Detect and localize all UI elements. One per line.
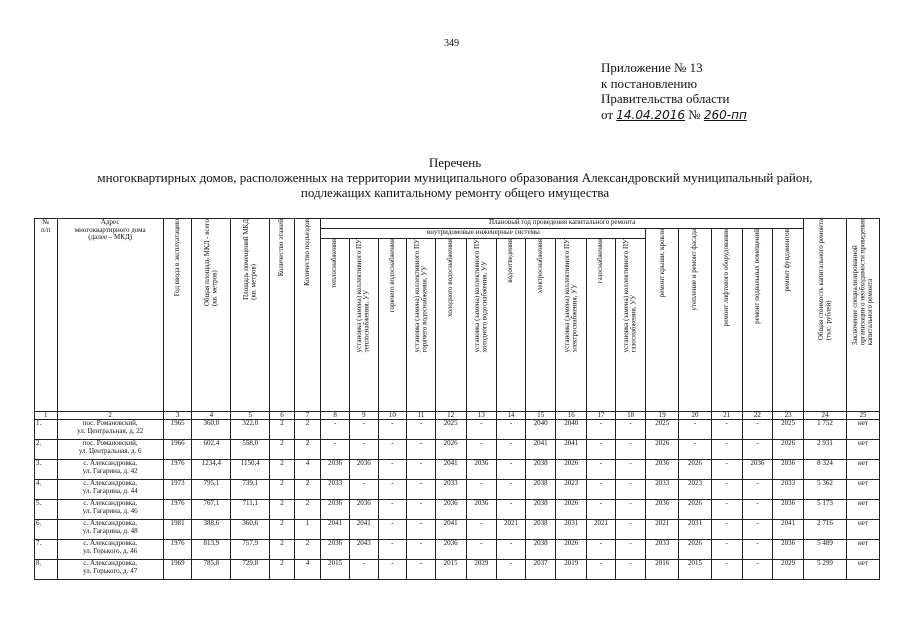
- table-row: [35, 500, 880, 520]
- cell-cold: 2033: [435, 480, 466, 500]
- cell-heat: 2041: [321, 520, 350, 540]
- cell-total-area: 360,0: [192, 420, 231, 440]
- cell-hot-pu: -: [407, 460, 436, 480]
- cell-basement: -: [742, 500, 773, 520]
- cell-foundation: 2029: [773, 560, 804, 580]
- cell-conclusion: нет: [847, 500, 880, 520]
- cell-total-area: 388,6: [192, 520, 231, 540]
- cell-room-area: 558,0: [231, 440, 270, 460]
- cell-heat-pu: -: [349, 420, 378, 440]
- cell-year: 1976: [163, 460, 192, 480]
- cell-gas-pu: -: [615, 420, 646, 440]
- appendix-line-2: к постановлению: [601, 75, 698, 91]
- cell-total-area: 813,9: [192, 540, 231, 560]
- header-col-gas-pu: установка (замена) коллективного ПУ газоснабжения, УУ: [615, 239, 646, 412]
- cell-heat-pu: -: [349, 480, 378, 500]
- cell-num: 4.: [35, 480, 58, 500]
- cell-entrances: 2: [294, 440, 321, 460]
- cell-elec-pu: 2041: [556, 440, 587, 460]
- cell-cold: 2015: [435, 560, 466, 580]
- cell-gas-pu: -: [615, 480, 646, 500]
- cell-hot: -: [378, 540, 407, 560]
- title-line-3: подлежащих капитальному ремонту общего имущества: [300, 185, 610, 200]
- header-col-year: Год ввода в эксплуатацию: [163, 219, 192, 412]
- cell-num: 5.: [35, 500, 58, 520]
- cell-elec: 2038: [525, 480, 556, 500]
- cell-hot-pu: -: [407, 500, 436, 520]
- cell-foundation: 2041: [773, 520, 804, 540]
- cell-heat-pu: 2043: [349, 540, 378, 560]
- cell-total-area: 602,4: [192, 440, 231, 460]
- cell-conclusion: нет: [847, 540, 880, 560]
- header-col-foundation: ремонт фундаментов: [773, 229, 804, 412]
- cell-gas: 2021: [587, 520, 616, 540]
- header-col-basement: ремонт подвальных помещений: [742, 229, 773, 412]
- cell-roof: 2021: [646, 520, 679, 540]
- column-number: 14: [497, 412, 526, 420]
- cell-floors: 2: [270, 480, 295, 500]
- cell-address: с. Александровка, ул. Горького, д. 46: [57, 540, 163, 560]
- cell-cost: 2 931: [804, 440, 847, 460]
- cell-conclusion: нет: [847, 440, 880, 460]
- cell-entrances: 1: [294, 520, 321, 540]
- cell-gas-pu: -: [615, 520, 646, 540]
- cell-total-area: 767,1: [192, 500, 231, 520]
- cell-elec-pu: 2040: [556, 420, 587, 440]
- cell-num: 3.: [35, 460, 58, 480]
- cell-cost: 1 752: [804, 420, 847, 440]
- cell-hot: -: [378, 420, 407, 440]
- cell-hot-pu: -: [407, 540, 436, 560]
- cell-hot: -: [378, 560, 407, 580]
- header-col-elec-pu: установка (замена) коллективного ПУ электроснабжения, УУ: [556, 239, 587, 412]
- cell-address: с. Александровка, ул. Горького, д. 47: [57, 560, 163, 580]
- column-number: 9: [349, 412, 378, 420]
- cell-entrances: 4: [294, 560, 321, 580]
- cell-gas: -: [587, 420, 616, 440]
- cell-entrances: 2: [294, 500, 321, 520]
- cell-roof: 2036: [646, 460, 679, 480]
- cell-conclusion: нет: [847, 560, 880, 580]
- cell-elec-pu: 2023: [556, 480, 587, 500]
- cell-gas: -: [587, 480, 616, 500]
- cell-hot-pu: -: [407, 520, 436, 540]
- cell-hot: -: [378, 460, 407, 480]
- cell-hot: -: [378, 480, 407, 500]
- cell-year: 1966: [163, 440, 192, 460]
- cell-heat: -: [321, 440, 350, 460]
- cell-basement: 2036: [742, 460, 773, 480]
- column-number: 13: [466, 412, 497, 420]
- cell-conclusion: нет: [847, 460, 880, 480]
- cell-cold: 2036: [435, 500, 466, 520]
- header-col-floors: Количество этажей: [270, 219, 295, 412]
- cell-elec: 2038: [525, 540, 556, 560]
- header-address: Адрес многоквартирного дома (далее – МКД): [57, 219, 163, 412]
- table-row: [35, 520, 880, 540]
- cell-sewer: -: [497, 540, 526, 560]
- cell-heat-pu: -: [349, 560, 378, 580]
- cell-foundation: 2033: [773, 480, 804, 500]
- cell-cold: 2041: [435, 460, 466, 480]
- cell-basement: -: [742, 420, 773, 440]
- cell-gas-pu: -: [615, 460, 646, 480]
- header-engineering: внутридомовые инженерные системы: [321, 229, 646, 239]
- cell-heat-pu: 2036: [349, 460, 378, 480]
- header-col-heat: теплоснабжения: [321, 239, 350, 412]
- cell-hot: -: [378, 520, 407, 540]
- cell-foundation: 2025: [773, 420, 804, 440]
- header-planned-year: Плановый год проведения капитального ремонта: [321, 219, 804, 229]
- cell-num: 1.: [35, 420, 58, 440]
- cell-entrances: 2: [294, 540, 321, 560]
- cell-room-area: 360,6: [231, 520, 270, 540]
- header-col-cost: Общая стоимость капитального ремонта (тыс. рублей): [804, 219, 847, 412]
- cell-heat-pu: 2036: [349, 500, 378, 520]
- table-row: [35, 560, 880, 580]
- cell-elec: 2040: [525, 420, 556, 440]
- cell-cold: 2026: [435, 440, 466, 460]
- cell-basement: -: [742, 540, 773, 560]
- table-row: [35, 460, 880, 480]
- cell-conclusion: нет: [847, 420, 880, 440]
- cell-floors: 2: [270, 460, 295, 480]
- cell-hot-pu: -: [407, 440, 436, 460]
- cell-roof: 2036: [646, 500, 679, 520]
- cell-cost: 5 362: [804, 480, 847, 500]
- cell-cold: 2025: [435, 420, 466, 440]
- header-col-total-area: Общая площадь МКД - всего (кв. метров): [192, 219, 231, 412]
- header-col-entrances: Количество подъездов: [294, 219, 321, 412]
- cell-hot: -: [378, 500, 407, 520]
- header-col-cold: холодного водоснабжения: [435, 239, 466, 412]
- cell-room-area: 322,0: [231, 420, 270, 440]
- cell-lift: -: [711, 460, 742, 480]
- header-col-heat-pu: установка (замена) коллективного ПУ теплоснабжения, УУ: [349, 239, 378, 412]
- cell-cost: 8 324: [804, 460, 847, 480]
- cell-hot-pu: -: [407, 420, 436, 440]
- cell-room-area: 729,8: [231, 560, 270, 580]
- cell-roof: 2025: [646, 420, 679, 440]
- cell-lift: -: [711, 540, 742, 560]
- header-col-facade: утепление и ремонт фасада: [679, 229, 712, 412]
- column-number: 19: [646, 412, 679, 420]
- cell-cold: 2041: [435, 520, 466, 540]
- header-col-elec: электроснабжения: [525, 239, 556, 412]
- cell-entrances: 2: [294, 480, 321, 500]
- cell-address: пос. Романовский, ул. Центральная, д. 6: [57, 440, 163, 460]
- header-col-sewer: водоотведения: [497, 239, 526, 412]
- cell-cost: 5 173: [804, 500, 847, 520]
- column-number: 16: [556, 412, 587, 420]
- column-number: 23: [773, 412, 804, 420]
- cell-lift: -: [711, 520, 742, 540]
- cell-room-area: 1150,4: [231, 460, 270, 480]
- cell-room-area: 757,9: [231, 540, 270, 560]
- cell-cost: 5 489: [804, 540, 847, 560]
- cell-elec: 2038: [525, 500, 556, 520]
- cell-conclusion: нет: [847, 480, 880, 500]
- cell-floors: 2: [270, 420, 295, 440]
- cell-cold-pu: 2036: [466, 500, 497, 520]
- cell-facade: 2026: [679, 500, 712, 520]
- appendix-line-1: Приложение № 13: [601, 60, 703, 75]
- cell-foundation: 2036: [773, 540, 804, 560]
- column-number: 25: [847, 412, 880, 420]
- cell-roof: 2033: [646, 540, 679, 560]
- cell-cost: 2 716: [804, 520, 847, 540]
- from-label: от: [601, 106, 614, 122]
- cell-cold: 2036: [435, 540, 466, 560]
- column-number: 2: [57, 412, 163, 420]
- cell-total-area: 795,1: [192, 480, 231, 500]
- cell-elec-pu: 2026: [556, 500, 587, 520]
- header-num: № п/п: [35, 219, 58, 412]
- cell-hot-pu: -: [407, 560, 436, 580]
- cell-heat: 2036: [321, 540, 350, 560]
- cell-elec-pu: 2019: [556, 560, 587, 580]
- cell-sewer: -: [497, 500, 526, 520]
- cell-cold-pu: -: [466, 540, 497, 560]
- cell-gas: -: [587, 500, 616, 520]
- column-number: 18: [615, 412, 646, 420]
- cell-basement: -: [742, 440, 773, 460]
- cell-facade: -: [679, 440, 712, 460]
- column-number: 1: [35, 412, 58, 420]
- cell-heat: 2036: [321, 500, 350, 520]
- cell-year: 1969: [163, 560, 192, 580]
- header-col-gas: газоснабжения: [587, 239, 616, 412]
- cell-hot-pu: -: [407, 480, 436, 500]
- cell-elec: 2038: [525, 460, 556, 480]
- header-col-hot: горячего водоснабжения: [378, 239, 407, 412]
- cell-elec: 2038: [525, 520, 556, 540]
- cell-gas-pu: -: [615, 560, 646, 580]
- cell-foundation: 2026: [773, 440, 804, 460]
- cell-foundation: 2036: [773, 460, 804, 480]
- cell-num: 7.: [35, 540, 58, 560]
- cell-roof: 2026: [646, 440, 679, 460]
- cell-facade: 2023: [679, 480, 712, 500]
- cell-cold-pu: -: [466, 520, 497, 540]
- cell-floors: 2: [270, 520, 295, 540]
- header-col-conclusion: Заключение специализированной организации о необходимости проведения капитального ремонта: [847, 219, 880, 412]
- cell-address: с. Александровка, ул. Гагарина, д. 46: [57, 500, 163, 520]
- appendix-block: [601, 60, 747, 123]
- column-number: 17: [587, 412, 616, 420]
- cell-basement: -: [742, 480, 773, 500]
- cell-floors: 2: [270, 440, 295, 460]
- cell-heat-pu: -: [349, 440, 378, 460]
- cell-cold-pu: -: [466, 440, 497, 460]
- cell-foundation: 2036: [773, 500, 804, 520]
- column-numbers-row: [35, 412, 880, 420]
- decree-date: 14.04.2016: [616, 107, 685, 122]
- column-number: 3: [163, 412, 192, 420]
- cell-basement: -: [742, 520, 773, 540]
- cell-year: 1973: [163, 480, 192, 500]
- cell-year: 1976: [163, 500, 192, 520]
- cell-cold-pu: 2029: [466, 560, 497, 580]
- title-line-2: многоквартирных домов, расположенных на территории муниципального образования Александровский муниципальный район,: [97, 170, 813, 185]
- column-number: 21: [711, 412, 742, 420]
- cell-cold-pu: -: [466, 480, 497, 500]
- cell-sewer: -: [497, 560, 526, 580]
- document-title: [40, 155, 870, 200]
- cell-heat-pu: 2041: [349, 520, 378, 540]
- cell-entrances: 2: [294, 420, 321, 440]
- cell-num: 2.: [35, 440, 58, 460]
- column-number: 15: [525, 412, 556, 420]
- number-label: №: [688, 106, 701, 122]
- cell-facade: 2031: [679, 520, 712, 540]
- cell-num: 6.: [35, 520, 58, 540]
- header-col-room-area: Площадь помещений МКД (кв. метров): [231, 219, 270, 412]
- decree-number: 260-пп: [703, 107, 747, 122]
- column-number: 8: [321, 412, 350, 420]
- column-number: 7: [294, 412, 321, 420]
- cell-room-area: 711,1: [231, 500, 270, 520]
- cell-year: 1976: [163, 540, 192, 560]
- cell-floors: 2: [270, 500, 295, 520]
- header-col-hot-pu: установка (замена) коллективного ПУ горячего водоснабжения, УУ: [407, 239, 436, 412]
- header-col-cold-pu: установка (замена) коллективного ПУ холодного водоснабжения, УУ: [466, 239, 497, 412]
- cell-conclusion: нет: [847, 520, 880, 540]
- cell-gas: -: [587, 540, 616, 560]
- cell-year: 1965: [163, 420, 192, 440]
- cell-num: 8.: [35, 560, 58, 580]
- cell-gas-pu: -: [615, 500, 646, 520]
- cell-lift: -: [711, 480, 742, 500]
- cell-heat: 2033: [321, 480, 350, 500]
- cell-sewer: -: [497, 440, 526, 460]
- cell-elec-pu: 2031: [556, 520, 587, 540]
- buildings-table: [34, 218, 880, 580]
- cell-lift: -: [711, 500, 742, 520]
- cell-year: 1981: [163, 520, 192, 540]
- cell-cold-pu: 2036: [466, 460, 497, 480]
- cell-sewer: 2021: [497, 520, 526, 540]
- column-number: 24: [804, 412, 847, 420]
- cell-lift: -: [711, 560, 742, 580]
- appendix-line-4: [601, 107, 747, 124]
- cell-elec: 2037: [525, 560, 556, 580]
- cell-entrances: 4: [294, 460, 321, 480]
- cell-address: пос. Романовский, ул. Центральная, д. 22: [57, 420, 163, 440]
- cell-gas: -: [587, 560, 616, 580]
- cell-gas-pu: -: [615, 440, 646, 460]
- column-number: 12: [435, 412, 466, 420]
- cell-address: с. Александровка, ул. Гагарина, д. 42: [57, 460, 163, 480]
- cell-facade: 2026: [679, 540, 712, 560]
- cell-heat: 2036: [321, 460, 350, 480]
- cell-roof: 2033: [646, 480, 679, 500]
- header-col-roof: ремонт крыши, кровли: [646, 229, 679, 412]
- column-number: 20: [679, 412, 712, 420]
- title-line-1: Перечень: [428, 155, 482, 170]
- cell-elec-pu: 2026: [556, 540, 587, 560]
- cell-heat: -: [321, 420, 350, 440]
- header-col-lift: ремонт лифтового оборудования: [711, 229, 742, 412]
- cell-total-area: 1234,4: [192, 460, 231, 480]
- cell-room-area: 739,1: [231, 480, 270, 500]
- cell-gas-pu: -: [615, 540, 646, 560]
- cell-lift: -: [711, 440, 742, 460]
- cell-gas: -: [587, 440, 616, 460]
- cell-facade: 2026: [679, 460, 712, 480]
- cell-sewer: -: [497, 480, 526, 500]
- cell-hot: -: [378, 440, 407, 460]
- cell-cold-pu: -: [466, 420, 497, 440]
- column-number: 22: [742, 412, 773, 420]
- column-number: 10: [378, 412, 407, 420]
- cell-cost: 5 299: [804, 560, 847, 580]
- table-row: [35, 420, 880, 440]
- column-number: 11: [407, 412, 436, 420]
- cell-facade: -: [679, 420, 712, 440]
- cell-total-area: 785,8: [192, 560, 231, 580]
- table-row: [35, 540, 880, 560]
- cell-facade: 2015: [679, 560, 712, 580]
- appendix-line-3: Правительства области: [601, 91, 730, 106]
- cell-heat: 2015: [321, 560, 350, 580]
- cell-floors: 2: [270, 560, 295, 580]
- cell-address: с. Александровка, ул. Гагарина, д. 48: [57, 520, 163, 540]
- cell-lift: -: [711, 420, 742, 440]
- cell-address: с. Александровка, ул. Гагарина, д. 44: [57, 480, 163, 500]
- cell-gas: -: [587, 460, 616, 480]
- cell-basement: -: [742, 560, 773, 580]
- cell-sewer: -: [497, 420, 526, 440]
- column-number: 4: [192, 412, 231, 420]
- cell-sewer: -: [497, 460, 526, 480]
- column-number: 6: [270, 412, 295, 420]
- page-number: 349: [444, 38, 459, 49]
- table-row: [35, 480, 880, 500]
- cell-elec: 2041: [525, 440, 556, 460]
- column-number: 5: [231, 412, 270, 420]
- cell-elec-pu: 2026: [556, 460, 587, 480]
- table-body: [35, 420, 880, 580]
- cell-floors: 2: [270, 540, 295, 560]
- table-row: [35, 440, 880, 460]
- cell-roof: 2016: [646, 560, 679, 580]
